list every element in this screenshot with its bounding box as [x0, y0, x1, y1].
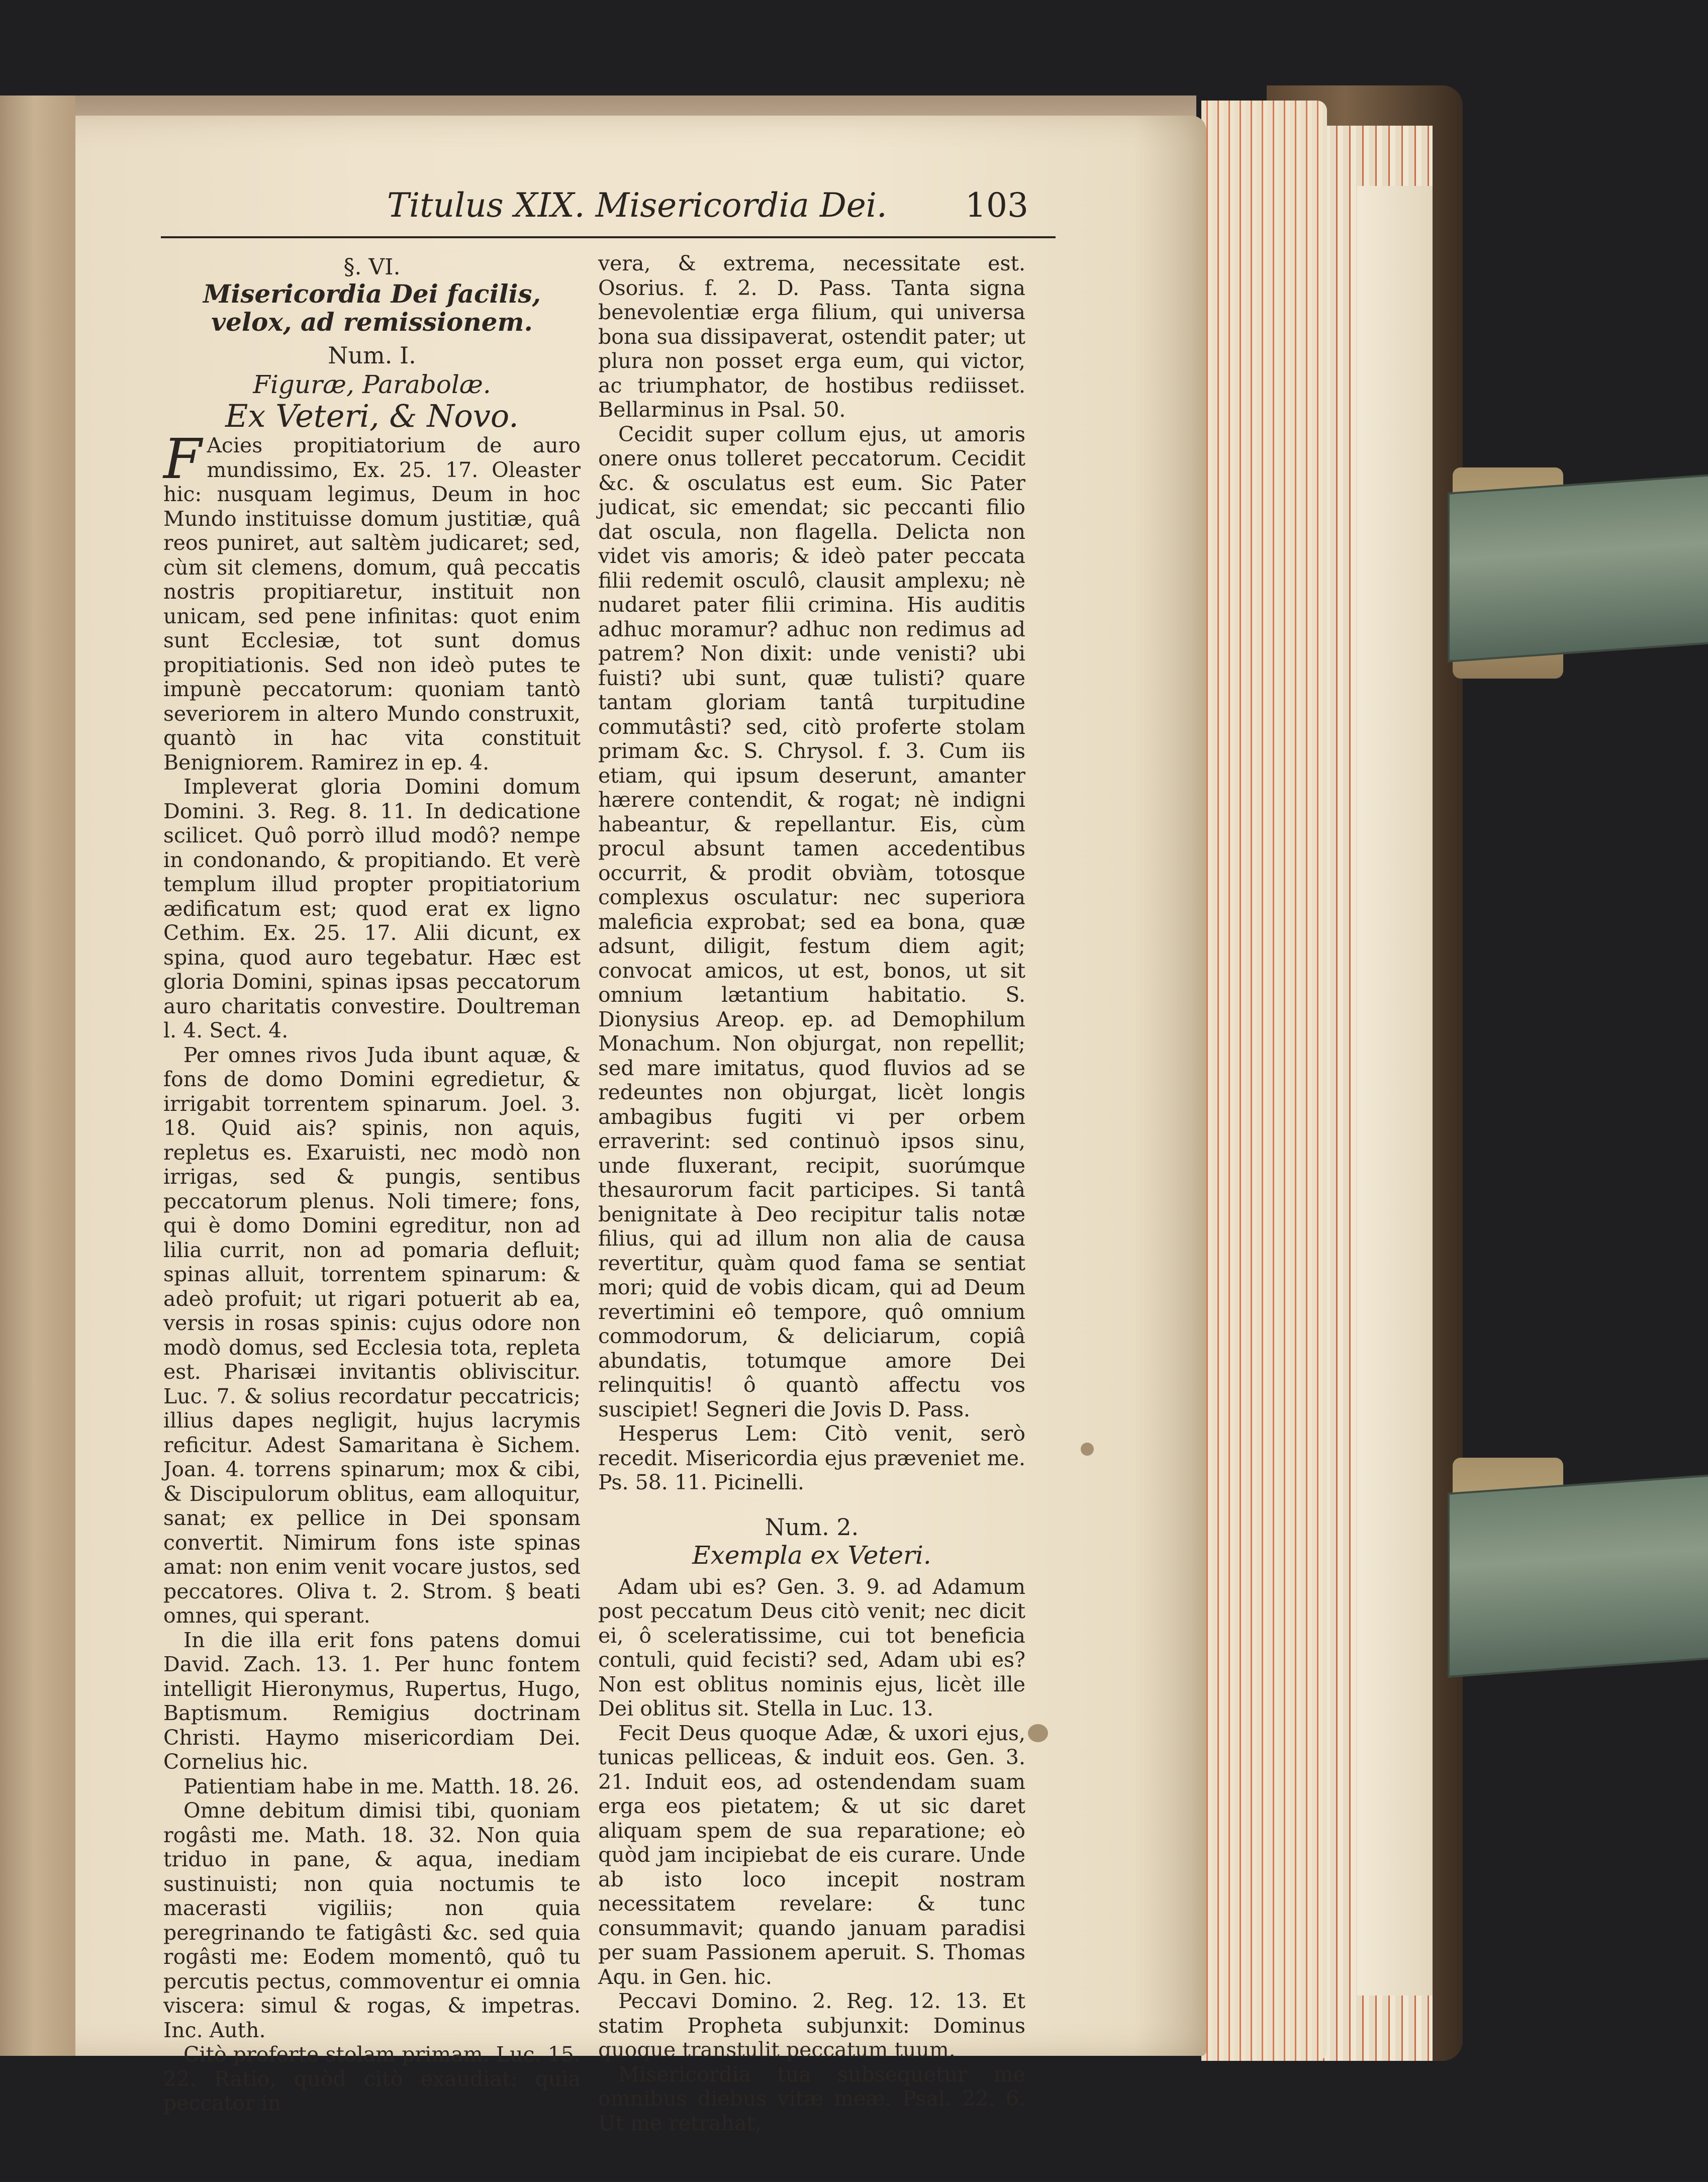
ink-stain	[1081, 1443, 1094, 1456]
paragraph: Misericordia tua subsequetur me omnibus diebus vitæ meæ. Psal. 22. 6. Ut me retrahat,	[598, 2062, 1025, 2135]
clasp-strap-top	[1448, 472, 1708, 662]
left-facing-page	[0, 96, 75, 2056]
paragraph: Cecidit super collum ejus, ut amoris onere onus tolleret peccatorum. Cecidit &c. & osculatus est eum. Sic Pater judicat, sic emendat; sic peccanti filio dat oscula, non flagella. Delicta non videt vis amoris; & ideò pater peccata filii redemit osculô, clausit amplexu; nè nudaret pater filii crimina. His auditis adhuc moramur? adhuc non redimus ad patrem? Non dixit: unde venisti? ubi fuisti? ubi sunt, quæ tulisti? quare tantam gloriam tantâ turpitudine commutâsti? sed, citò proferte stolam primam &c. S. Chrysol. f. 3. Cum iis etiam, qui ipsum deserunt, amanter hærere contendit, & rogat; nè indigni habeantur, & repellantur. Eis, cùm procul absunt tamen accedentibus occurrit, & prodit obviàm, totosque complexus osculatur: nec superiora maleficia exprobat; sed ea bona, quæ adsunt, diligit, festum diem agit; convocat amicos, ut est, bonos, ut sit omnium lætantium habitatio. S. Dionysius Areop. ep. ad Demophilum Monachum. Non objurgat, non repellit; sed mare imitatus, quod fluvios ad se redeuntes non objurgat, licèt longis ambagibus fugiti vi per orbem erraverint: sed continuò ipsos sinu, unde fluxerant, recipit, suorúmque thesaurorum facit participes. Si tantâ benignitate à Deo recipitur talis notæ filius, qui ad illum non alia de causa revertitur, quàm quod fama se sentiat mori; quid de vobis dicam, qui ad Deum revertimini eô tempore, quô omnium commodorum, & deliciarum, copiâ abundatis, totumque amore Dei relinquitis! ô quantò affectu vos suscipiet! Segneri die Jovis D. Pass.	[598, 422, 1025, 1421]
running-head	[387, 186, 1028, 225]
heading: Ex Veteri, & Novo.	[225, 397, 519, 434]
page-edges-inner	[1357, 186, 1433, 1996]
paragraph: vera, & extrema, necessitate est. Osorius. f. 2. D. Pass. Tanta signa benevolentiæ erga filium, qui universa bona sua dissipaverat, ostendit pater; ut plura non posset erga eum, qui victor, ac triumphator, de hostibus rediisset. Bellarminus in Psal. 50.	[598, 251, 1025, 422]
num-label: Num. 2.	[765, 1513, 859, 1541]
paragraph: Per omnes rivos Juda ibunt aquæ, & fons de domo Domini egredietur, & irrigabit torrentem spinarum. Joel. 3. 18. Quid ais? spinis, non aquis, repletus es. Exaruisti, nec modò non irrigas, sed & pungis, sentibus peccatorum plenus. Noli timere; fons, qui è domo Domini egreditur, non ad lilia currit, non ad pomaria defluit; spinas alluit, torrentem spinarum: & adeò profuit; ut rigari potuerit ab ea, versis in rosas spinis: cujus odore non modò domus, sed Ecclesia tota, repleta est. Pharisæi invitantis obliviscitur. Luc. 7. & solius recordatur peccatricis; illius dapes negligit, hujus lacrymis reficitur. Adest Samaritana è Sichem. Joan. 4. torrens spinarum; mox & cibi, & Discipulorum oblitus, eam alloquitur, sanat; ex pellice in Dei sponsam convertit. Nimirum fons iste spinas amat: non enim venit vocare justos, sed peccatores. Oliva t. 2. Strom. § beati omnes, qui sperant.	[163, 1042, 581, 1628]
left-column	[163, 251, 581, 2116]
paragraph: Hesperus Lem: Citò venit, serò recedit. Misericordia ejus præveniet me. Ps. 58. 11. Picinelli.	[598, 1421, 1025, 1494]
section-sign: §. VI.	[343, 254, 401, 280]
right-column	[598, 251, 1025, 2135]
paragraph: Patientiam habe in me. Matth. 18. 26.	[183, 1774, 580, 1798]
paragraph: Impleverat gloria Domini domum Domini. 3. Reg. 8. 11. In dedicatione scilicet. Quô porrò illud modô? nempe in condonando, & propitiando. Et verè templum illud propter propitiatorium ædificatum est; quod erat ex ligno Cethim. Ex. 25. 17. Alii dicunt, ex spina, quod auro tegebatur. Hæc est gloria Domini, spinas ipsas peccatorum auro charitatis convestire. Doultreman l. 4. Sect. 4.	[163, 775, 581, 1042]
ink-stain	[1028, 1724, 1048, 1742]
subheading: Exempla ex Veteri.	[692, 1541, 931, 1570]
paragraph: In die illa erit fons patens domui David. Zach. 13. 1. Per hunc fontem intelligit Hieronymus, Rupertus, Hugo, Baptismum. Remigius doctrinam Christi. Haymo misericordiam Dei. Cornelius hic.	[163, 1628, 581, 1774]
paragraph: Fecit Deus quoque Adæ, & uxori ejus, tunicas pelliceas, & induit eos. Gen. 3. 21. Induit eos, ad ostendendam suam erga eos pietatem; & ut sic daret aliquam spem de sua reparatione; eò quòd jam incipiebat de eis curare. Unde ab isto loco incepit nostram necessitatem revelare: & tunc consummavit; quando januam paradisi per suam Passionem aperuit. S. Thomas Aqu. in Gen. hic.	[598, 1721, 1025, 1989]
paragraph: Peccavi Domino. 2. Reg. 12. 13. Et statim Propheta subjunxit: Dominus quoque transtulit peccatum tuum.	[598, 1989, 1025, 2062]
page-number: 103	[965, 186, 1028, 225]
drop-cap: F	[163, 427, 202, 491]
paragraph: Citò proferte stolam primam. Luc. 15. 22. Ratio, quòd citò exaudiat: quia peccator in	[163, 2042, 581, 2115]
header-rule	[161, 236, 1056, 238]
paragraph: F Acies propitiatorium de auro mundissimo, Ex. 25. 17. Oleaster hic: nusquam legimus, Deum in hoc Mundo instituisse domum justitiæ, quâ reos puniret, aut saltèm judicaret; sed, cùm sit clemens, domum, quâ peccatis nostris propitiaretur, instituit non unicam, sed pene infinitas: quot enim sunt Ecclesiæ, tot sunt domus propitiationis. Sed non ideò putes te impunè peccatorum: quoniam tantò severiorem in altero Mundo construxit, quantò in hac vita constituit Benigniorem. Ramirez in ep. 4.	[163, 427, 581, 775]
page-edges-red	[1201, 101, 1327, 2061]
paragraph: Adam ubi es? Gen. 3. 9. ad Adamum post peccatum Deus citò venit; nec dicit ei, ô sceleratissime, cui tot beneficia contuli, quid fecisti? sed, Adam ubi es? Non est oblitus nominis ejus, licèt ille Dei oblitus sit. Stella in Luc. 13.	[598, 1574, 1025, 1721]
num-label: Num. I.	[328, 341, 416, 369]
section-title: Misericordia Dei facilis, velox, ad remissionem.	[203, 278, 541, 337]
running-title: Titulus XIX. Misericordia Dei.	[387, 186, 887, 225]
clasp-strap-bottom	[1448, 1473, 1708, 1678]
subheading: Figuræ, Parabolæ.	[253, 370, 491, 399]
paragraph: Omne debitum dimisi tibi, quoniam rogâsti me. Math. 18. 32. Non quia triduo in pane, & aqua, inediam sustinuisti; non quia noctumis te macerasti vigiliis; non quia peregrinando te fatigâsti &c. sed quia rogâsti me: Eodem momentô, quô tu percutis pectus, commoventur ei omnia viscera: simul & rogas, & impetras. Inc. Auth.	[163, 1798, 581, 2042]
